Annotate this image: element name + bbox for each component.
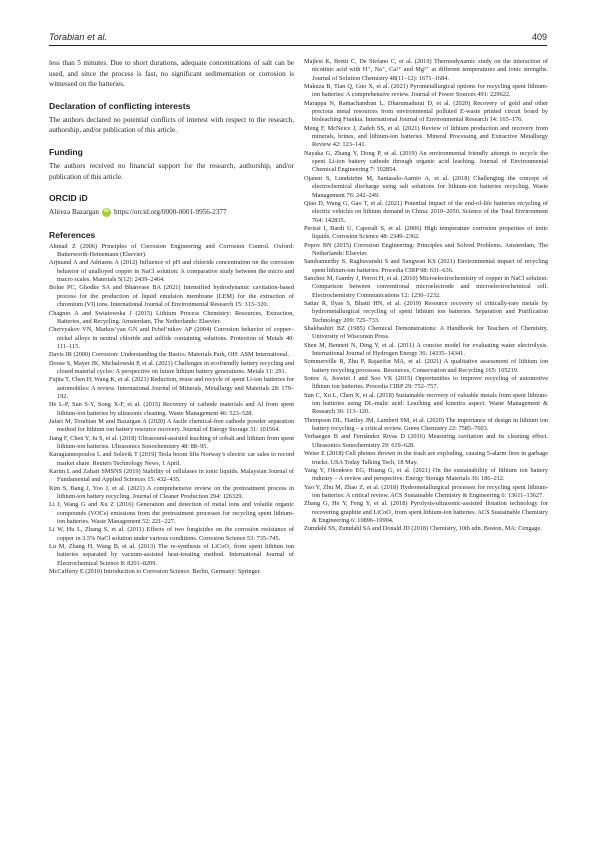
reference-item: Zumdahl SS, Zumdahl SA and Donald JD (2018) Chemistry, 10th edn. Boston, MA: Cengage.: [304, 525, 542, 533]
reference-item: Thompson DL, Hartley JM, Lambert SM, et al. (2020) The importance of design in lithium ion battery recycling – a critical review. Green Chemistry 22: 7585–7603.: [304, 416, 548, 433]
reference-item: Bolne PC, Ghodke SA and Bhanvase BA (2021) Intensified hydrodynamic cavitation-based process for the production of liquid emulsion membrane (LEM) for the extraction of chromium (VI) ions. International Journal of Environmental Research 15: 313–320.: [49, 284, 294, 309]
reference-item: Chagnes A and Swiatowska J (2015) Lithium Process Chemistry: Resources, Extraction, Batteries, and Recycling. Amsterdam, The Netherlands: Elsevier.: [49, 309, 294, 325]
reference-item: Yao Y, Zhu M, Zhao Z, et al. (2018) Hydrometallurgical processes for recycling spent lithium-ion batteries: A critical review. ACS Sustainable Chemistry & Engineering 6: 13611–13627.: [304, 483, 548, 499]
reference-item: Li W, Hu L, Zhang S, et al. (2011) Effects of two fungicides on the corrosion resistance of copper in 3.5% NaCl solution under various conditions. Corrosion Science 53: 735–745.: [49, 526, 294, 542]
reference-item: Zhang G, He Y, Feng Y, et al. (2018) Pyrolysis-ultrasonic-assisted flotation technology for recovering graphite and LiCoO₂ from spent lithium-ion batteries. ACS Sustainable Chemistry & Engineering 6: 10896–10904.: [304, 500, 549, 524]
reference-item: Davis JR (2000) Corrosion: Understanding the Basics. Materials Park, OH: ASM International.: [49, 351, 289, 359]
reference-item: Jafari M, Torabian M and Bazargan A (2020) A facile chemical-free cathode powder separation method for lithium ion battery resource recovery. Journal of Energy Storage 31: 101564.: [49, 417, 294, 434]
orcid-entry: [49, 207, 294, 218]
conflicts-heading: Declaration of conflicting interests: [49, 100, 191, 111]
conflicts-text: The authors declared no potential conflicts of interest with respect to the research, authorship, and/or publication of this article.: [49, 115, 294, 135]
reference-item: Doose S, Mayer JK, Michalowski P, et al. (2021) Challenges in ecofriendly battery recycling and closed material cycles: A perspective on future lithium battery generations. Metals 11: 291.: [49, 359, 294, 375]
reference-item: Karim L and Zahari SMSNS (2019) Stability of cellulases in ionic liquids. Malaysian Journal of Fundamental and Applied Sciences 15: 432–435.: [49, 468, 294, 484]
reference-item: Sambamurthy S, Raghuvanshi S and Sangwan KS (2021) Environmental impact of recycling spent lithium-ion batteries. Procedia CIRP 98: 631–636.: [304, 258, 548, 274]
reference-item: Kim S, Bang J, Yoo J, et al. (2021) A comprehensive review on the pretreatment process in lithium-ion battery recycling. Journal of Cleaner Production 294: 126329.: [49, 484, 294, 501]
reference-item: Nayaka G, Zhang Y, Dong P, et al. (2019) An environmental friendly attempt to recycle the spent Li-ion battery cathode through organic acid leaching. Journal of Environmental Chemical Engineering 7: 102854.: [304, 149, 548, 174]
page-number: 409: [531, 32, 547, 42]
reference-item: Meng F, McNeice J, Zadeh SS, et al. (2021) Review of lithium production and recovery from minerals, brines, and lithium-ion batteries. Mineral Processing and Extractive Metallurgy Review 42: 123–141.: [304, 124, 548, 149]
orcid-heading: ORCID iD: [49, 193, 88, 204]
funding-heading: Funding: [49, 146, 83, 157]
reference-item: Arjmand A and Adriaens A (2012) Influence of pH and chloride concentration on the corrosion behavior of unalloyed copper in NaCl solution: A comparative study between the micro and macro scales. Materials 5(12): 2439–2464.: [49, 259, 294, 284]
reference-item: Fujita T, Chen H, Wang K, et al. (2021) Reduction, reuse and recycle of spent Li-ion batteries for automobiles: A review. International Journal of Minerals, Metallurgy and Materials 28: 179–192.: [49, 376, 294, 400]
reference-item: Popov BN (2015) Corrosion Engineering: Principles and Solved Problems. Amsterdam, The Netherlands: Elsevier.: [304, 241, 548, 257]
orcid-icon: iD: [102, 208, 111, 217]
reference-item: Ahmad Z (2006) Principles of Corrosion Engineering and Corrosion Control. Oxford: Butterworth-Heinemann (Elsevier).: [49, 242, 294, 259]
reference-item: Weise E (2018) Cell phones thrown in the trash are exploding, causing 5-alarm fires in garbage trucks. USA Today Talking Tech, 18 May.: [304, 450, 548, 466]
reference-item: Makuza B, Tian Q, Guo X, et al. (2021) Pyrometallurgical options for recycling spent lithium-ion batteries: A comprehensive review. Journal of Power Sources 491: 229622.: [304, 83, 548, 99]
reference-item: Majlesi K, Bretti C, De Stefano C, et al. (2019) Thermodynamic study on the interaction of nicotinic acid with H⁺, Na⁺, Ca²⁺ and Mg²⁺ at different temperatures and ionic strengths. Journal of Solution Chemistry 48(11–12): 1671–1684.: [304, 58, 548, 82]
intro-paragraph: less than 5 minutes. Due to short durations, adequate concentrations of salt can be used, and since the process is fast, no significant sedimentation or corrosion is witnessed on the batteries.: [49, 59, 294, 89]
reference-item: Sun C, Xu L, Chen X, et al. (2018) Sustainable recovery of valuable metals from spent lithium-ion batteries using DL-malic acid: Leaching and kinetics aspect. Waste Management & Research 36: 113–120.: [304, 391, 548, 416]
reference-item: Sonoc A, Jeswiet J and Soo VK (2015) Opportunities to improve recycling of automotive lithium ion batteries. Procedia CIRP 29: 752–757.: [304, 375, 548, 391]
reference-item: Yang Y, Okonkwo EG, Huang G, et al. (2021) On the sustainability of lithium ion battery industry – A review and perspective. Energy Storage Materials 36: 186–212.: [304, 466, 548, 483]
reference-item: Ojanen S, Lundström M, Santasalo-Aarnio A, et al. (2018) Challenging the concept of electrochemical discharge using salt solutions for lithium-ion batteries recycling. Waste Management 76: 242–249.: [304, 174, 548, 199]
reference-item: Sanchez M, Gamby J, Perrot H, et al. (2010) Microelectrochemistry of copper in NaCl solution: Comparison between conventional microelectrode and microelectrochemical cell. Electrochemistry Communications 12: 1230–1232.: [304, 274, 548, 299]
right-column: [304, 58, 548, 534]
header-rule: [49, 45, 547, 46]
left-column: [49, 58, 294, 577]
reference-item: Marappa N, Ramachandran L, Dharumadurai D, et al. (2020) Recovery of gold and other precious metal resources from environmental polluted E-waste printed circuit board by bioleaching Frankia. International Journal of Environmental Research 14: 165–176.: [304, 99, 548, 124]
references-list-left: [49, 243, 294, 577]
reference-item: Perissi I, Bardi U, Caporali S, et al. (2006) High temperature corrosion properties of ionic liquids. Corrosion Science 48: 2349–2362.: [304, 224, 548, 241]
reference-item: Chervyakov VN, Markos’yan GN and Pchel’nikov AP (2004) Corrosion behavior of copper–nickel alloys in neutral chloride and sulfide containing solutions. Protection of Metals 40: 111–115.: [49, 326, 294, 350]
reference-item: Shakhashiri BZ (1985) Chemical Demonstrations: A Handbook for Teachers of Chemistry. University of Wisconsin Press.: [304, 325, 548, 341]
reference-item: Sommerville R, Zhu P, Rajaeifar MA, et al. (2021) A qualitative assessment of lithium ion battery recycling processes. Resources, Conservation and Recycling 165: 105219.: [304, 358, 548, 374]
reference-item: Karagiannopoulos L and Solsvik T (2019) Tesla boom lifts Norway’s electric car sales to record market share. Reuters Technology News, 1 April.: [49, 451, 294, 467]
reference-item: Li J, Wang G and Xu Z (2016) Generation and detection of metal ions and volatile organic compounds (VOCs) emissions from the pretreatment processes for recycling spent lithium-ion batteries. Waste Management 52: 221–227.: [49, 501, 294, 526]
reference-item: Sattar R, Ilyas S, Bhatti HN, et al. (2019) Resource recovery of critically-rare metals by hydrometallurgical recycling of spent lithium ion batteries. Separation and Purification Technology 209: 725–733.: [304, 299, 548, 324]
reference-item: Verhaegen B and Fernández Rivas D (2016) Measuring cavitation and its cleaning effect. Ultrasonics Sonochemistry 29: 619–628.: [304, 433, 548, 449]
funding-text: The authors received no financial support for the research, authorship, and/or publication of this article.: [49, 161, 294, 181]
running-head: Torabian et al.: [49, 32, 108, 42]
reference-item: Jiang F, Chen Y, Ju S, et al. (2018) Ultrasound-assisted leaching of cobalt and lithium from spent lithium-ion batteries. Ultrasonics Sonochemistry 48: 88–95.: [49, 434, 294, 450]
references-list-right: [304, 58, 548, 534]
references-heading: References: [49, 229, 96, 240]
reference-item: Lu M, Zhang H, Wang B, et al. (2013) The re-synthesis of LiCoO₂ from spent lithium ion batteries separated by vacuum-assisted heat-treating method. International Journal of Electrochemical Science 8: 8201–8209.: [49, 543, 294, 567]
reference-item: Shen M, Bennett N, Ding Y, et al. (2011) A concise model for evaluating water electrolysis. International Journal of Hydrogen Energy 36: 14335–14341.: [304, 341, 548, 358]
orcid-link[interactable]: https://orcid.org/0000-0001-9956-2377: [113, 208, 227, 217]
orcid-author-name: Alireza Bazargan: [49, 208, 99, 217]
reference-item: Qiao D, Wang G, Gao T, et al. (2021) Potential impact of the end-of-life batteries recycling of electric vehicles on lithium demand in China: 2010–2050. Science of the Total Environment 764: 142835.: [304, 199, 548, 224]
reference-item: He L-P, Sun S-Y, Song X-F, et al. (2015) Recovery of cathode materials and Al from spent lithium-ion batteries by ultrasonic cleaning. Waste Management 46: 523–528.: [49, 401, 294, 417]
reference-item: McCafferty E (2010) Introduction to Corrosion Science. Berlin, Germany: Springer.: [49, 568, 261, 576]
